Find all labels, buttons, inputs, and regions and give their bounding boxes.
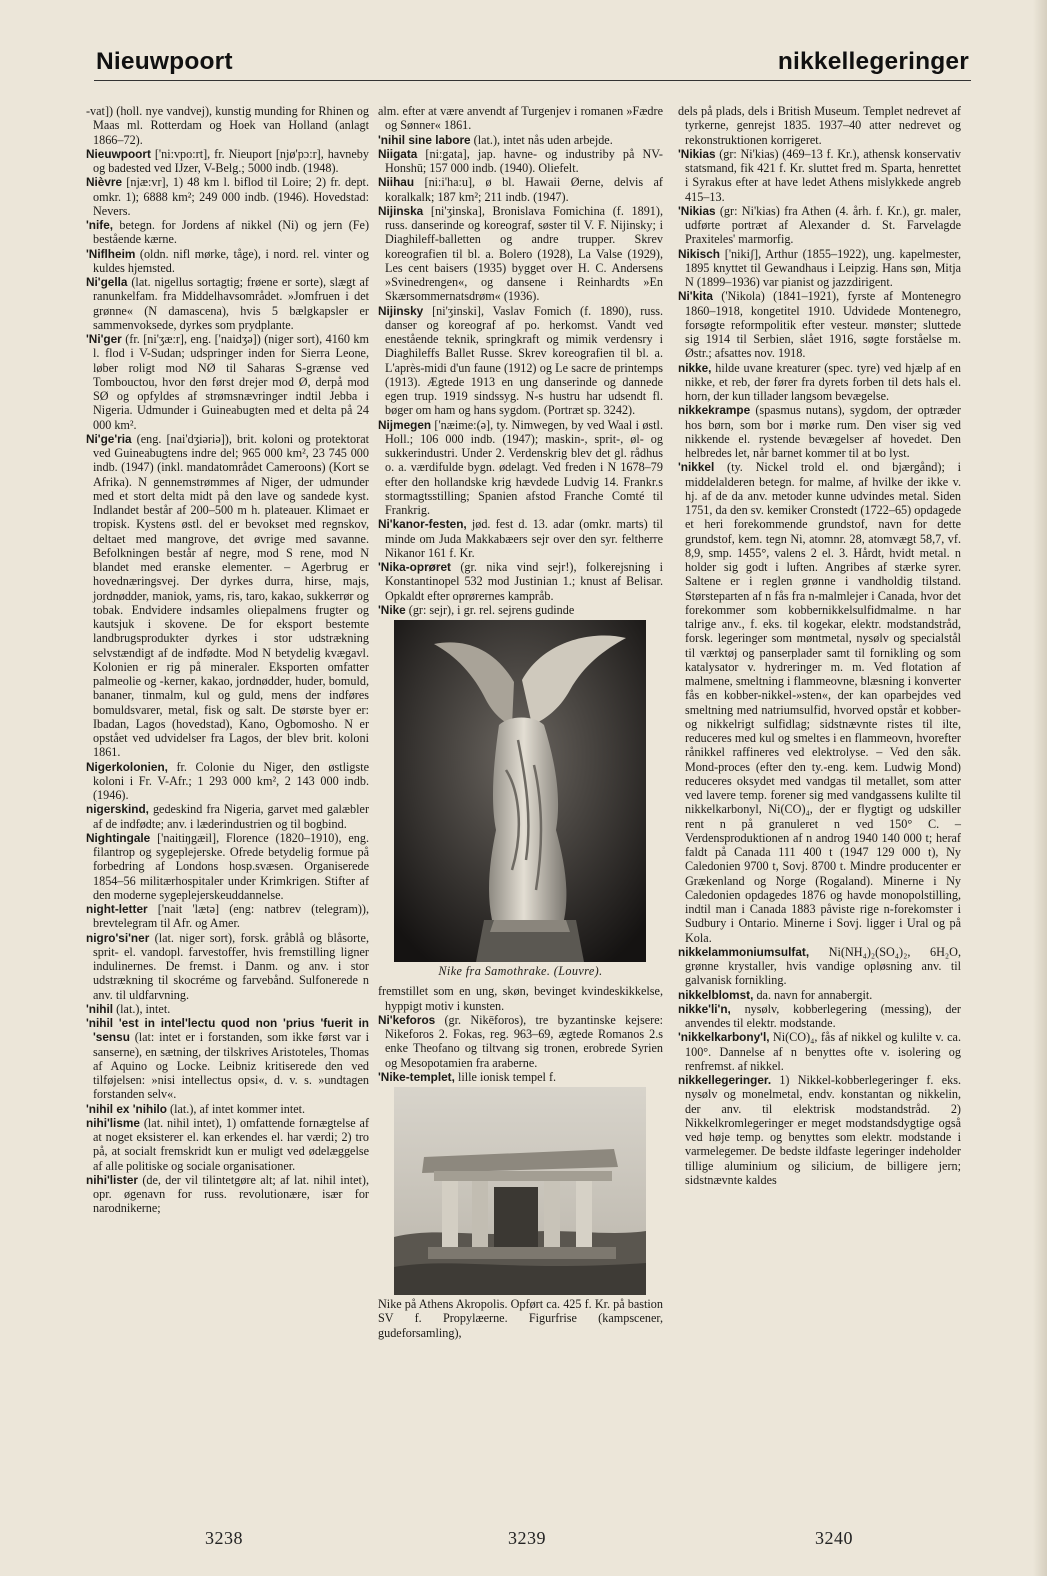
entry <box>378 175 663 204</box>
entry <box>378 204 663 304</box>
entry-text: 1) Nikkel-kobberlegeringer f. eks. nysølv og monelmetal, endv. konstantan og nikkelin, der anv. til elektrisk modstandstråd. 2) Nikkelkromlegeringer er meget modstandsdygtige også ved høje temp. og benyttes som elektr. modstande i varmelegemer. De bedste ildfaste legeringer indeholder tillige aluminium og silicium, de billigere jern; sidstnævnte kaldes <box>685 1073 961 1187</box>
entry-text: fr. Colonie du Niger, den østligste koloni i Fr. V-Afr.; 1 293 000 km², 2 143 000 indb. (1946). <box>93 759 369 802</box>
headword: 'nihil sine labore <box>378 132 471 147</box>
entry <box>378 1013 663 1070</box>
headword: nihi'lisme <box>86 1115 140 1130</box>
headword: nikkelammoniumsulfat, <box>678 944 810 959</box>
headword: Ni'kanor-festen, <box>378 517 467 532</box>
headword: 'nife, <box>86 218 114 232</box>
entry-text: (lat. nihil intet), 1) omfattende fornægtelse af at noget eksisterer el. kan erkendes el. har værdi; 2) tro på, at socialt fremskridt kun er muligt ved ødelæggelse af alle politiske og sociale organisationer. <box>93 1115 369 1173</box>
entry-text: (lat: intet er i forstanden, som ikke først var i sanserne), en sætning, der tilskrives Aristoteles, Thomas af Aquino og Locke. Leibniz kritiserede den ved tilføjelsen: »nisi intellectus opsi«, d. v. s. »undtagen forstanden selv«. <box>93 1030 369 1102</box>
entry <box>378 560 663 603</box>
figure-caption-nike-temple: Nike på Athens Akropolis. Opført ca. 425 f. Kr. på bastion SV f. Propylæerne. Figurfrise (kampscener, gudeforsamling), <box>378 1297 663 1340</box>
entry <box>86 1173 369 1216</box>
entry-text: (gr. nika vind sejr!), folkerejsning i Konstantinopel 532 mod Justinian 1.; knust af Belisar. Opkaldt efter oprørernes kampråb. <box>385 560 663 603</box>
headword: 'Nika-oprøret <box>378 560 451 574</box>
headword: Nikisch <box>678 246 720 261</box>
column-2-top-entries <box>378 104 663 617</box>
entry <box>378 517 663 560</box>
header-rule <box>94 80 971 81</box>
headword: nikkellegeringer. <box>678 1073 772 1087</box>
headword: 'Nikias <box>678 146 716 161</box>
entry <box>678 247 961 290</box>
entry-text: ['ni:vpo:rt], fr. Nieuport [njø'pɔ:r], havneby og badested ved IJzer, V-Belg.; 5000 indb. (1948). <box>93 146 369 175</box>
headword: Ni'ge'ria <box>86 431 132 446</box>
entry <box>678 361 961 404</box>
entry-text: Ni(NH₄)₂(SO₄)₂, 6H₂O, grønne krystaller, hvis vandige opløsning anv. til galvanisk fornikling. <box>685 944 961 988</box>
entry <box>86 1116 369 1173</box>
entry <box>378 147 663 176</box>
page-number-middle: 3239 <box>508 1528 546 1548</box>
column-3 <box>678 104 961 1187</box>
entry-text: (spasmus nutans), sygdom, der optræder hos børn, som bor i mørke rum. Den viser sig ved nikkende el. rystende bevægelser af hovedet. Den helbredes let, når barnet kommer til at bo lyst. <box>685 403 961 460</box>
page-edge <box>1033 0 1047 1576</box>
entry-text: ('Nikola) (1841–1921), fyrste af Montenegro 1860–1918, kongetitel 1910. Udvidede Montenegro, forsøgte reformpolitik efter vesteur. mønster; sluttede sig 1914 til Serbien, slået 1916, søgte forståelse m. Østr.; afsattes nov. 1918. <box>685 289 961 361</box>
entry-text: (lat.), intet. <box>113 1001 171 1016</box>
entry-text: gedeskind fra Nigeria, garvet med galæbler af de indfødte; anv. i læderindustrien og til bogbind. <box>93 802 369 831</box>
headword: nigerskind, <box>86 802 149 817</box>
entry <box>86 432 369 760</box>
entry-text: nysølv, kobberlegering (messing), der anvendes til elektr. modstande. <box>685 1001 961 1030</box>
headword: 'nihil <box>86 1001 114 1016</box>
headword: Niigata <box>378 146 418 161</box>
entry-text: jød. fest d. 13. adar (omkr. marts) til minde om Juda Makkabæers sejr over den syr. feltherre Nikanor 161 f. Kr. <box>385 517 663 560</box>
entry-text: [ni:gata], jap. havne- og industriby på NV-Honshū; 157 000 indb. (1940). Oliefelt. <box>385 146 663 175</box>
entry-text: (oldn. nifl mørke, tåge), i nord. rel. vinter og kuldes hjemsted. <box>93 246 369 275</box>
headword: Niihau <box>378 175 415 190</box>
entry-text: (gr: Ni'kias) fra Athen (4. årh. f. Kr.), gr. maler, udførte portræt af Alexander d. St. Farvelagde Praxiteles' marmorfig. <box>685 203 961 247</box>
entry <box>378 603 663 617</box>
entry <box>678 988 961 1002</box>
figure-caption-nike-samothrake: Nike fra Samothrake. (Louvre). <box>438 964 603 978</box>
entry <box>86 931 369 1002</box>
headword: Nigerkolonien, <box>86 759 168 774</box>
headword: 'nikkel <box>678 460 715 475</box>
headword: Ni'gella <box>86 275 128 289</box>
column-2 <box>378 104 663 1340</box>
headword: Nightingale <box>86 830 151 845</box>
entry-text: (lat. niger sort), forsk. gråblå og blåsorte, sprit- el. vandopl. farvestoffer, hvis fremstilling ligner indulinernes. De fremst. i Danm. og anv. i stor udstrækning til skocréme og farvebånd. Sulfonerede n anv. til uldfarvning. <box>93 930 369 1002</box>
entry-text: ['nikiʃ], Arthur (1855–1922), ung. kapelmester, 1895 knyttet til Gewandhaus i Leipzig. Hans søn, Mitja N (1899–1936) var pianist og jazzdirigent. <box>685 246 961 289</box>
entry <box>378 984 663 1013</box>
page-number-left: 3238 <box>205 1528 243 1548</box>
entry <box>86 902 369 931</box>
entry <box>678 1002 961 1031</box>
headword: 'nihil 'est in intel'lectu quod non 'prius 'fuerit in 'sensu <box>86 1016 369 1045</box>
headword: 'nihil ex 'nihilo <box>86 1101 167 1116</box>
entry <box>378 304 663 418</box>
entry <box>86 104 369 147</box>
headword: Nijmegen <box>378 417 432 432</box>
entry <box>678 147 961 204</box>
entry <box>86 247 369 276</box>
headword: nikke'li'n, <box>678 1001 731 1016</box>
entry-text: betegn. for Jordens af nikkel (Ni) og jern (Fe) bestående kærne. <box>93 218 369 247</box>
entry-text: (gr: Ni'kias) (469–13 f. Kr.), athensk konservativ statsmand, fik 421 f. Kr. sluttet fred m. Sparta, henrettet i Syrakus efter at have ledet Athens mislykkede angreb 415–13. <box>685 146 961 204</box>
entry <box>86 332 369 432</box>
entry-text: fremstillet som en ung, skøn, bevinget kvindeskikkelse, hyppigt motiv i kunsten. <box>378 984 663 1013</box>
headword: nikkelblomst, <box>678 987 754 1002</box>
entry-text: (fr. [ni'ʒæ:r], eng. ['naidʒə]) (niger sort), 4160 km l. flod i V-Sudan; udspringer inden for Sierra Leone, løber roligt mod NØ til Saharas S-grænse ved Tombouctou, hvor den først drejer mod Ø, derpå mod SØ og opfyldes af strømsnævringer indtil Jebba i Nigeria. Udmunder i Guineabugten med et delta på 24 000 km². <box>93 332 369 432</box>
nike-temple-photo <box>394 1087 646 1295</box>
entry-text: ['næime:(ə], ty. Nimwegen, by ved Waal i østl. Holl.; 106 000 indb. (1947); maskin-, sprit-, øl- og sukkerindustri. Under 2. Verdenskrig blev det gl. rådhus o. a. værdifulde bygn. ødelagt. Ved freden i N 1678–79 efter den hollandske krig hævdede Ludvig 14. Frankr.s stormagtsstilling; Spanien afstod Franche Comté til Frankrig. <box>385 417 663 517</box>
column-1 <box>86 104 369 1216</box>
entry <box>86 802 369 831</box>
entry-text: dels på plads, dels i British Museum. Templet nedrevet af tyrkerne, genrejst 1835. 1937–40 atter nedrevet og rekonstruktionen korrigeret. <box>678 104 961 147</box>
entry <box>678 1030 961 1073</box>
headword: nikke, <box>678 360 712 375</box>
headword: Ni'kita <box>678 289 713 304</box>
headword: 'Ni'ger <box>86 332 122 346</box>
entry <box>678 204 961 247</box>
entry-text: -vat]) (holl. nye vandvej), kunstig munding for Rhinen og Maas ml. Rotterdam og Hoek van Holland (anlagt 1866–72). <box>86 104 369 147</box>
entry-text: da. navn for annabergit. <box>753 987 873 1002</box>
entry-text: (lat.), af intet kommer intet. <box>166 1101 306 1116</box>
entry <box>86 1016 369 1102</box>
entry <box>86 218 369 247</box>
headword: 'Niflheim <box>86 246 136 261</box>
entry <box>378 418 663 518</box>
entry-text: (gr: sejr), i gr. rel. sejrens gudinde <box>405 602 575 617</box>
headword: 'Nike <box>378 602 406 617</box>
entry-text: (ty. Nickel trold el. ond bjærgånd); i middelalderen betegn. for malme, af hvilke der ikke v. hj. af de da anv. metoder kunne udvindes metal. Siden 1751, da den sv. kemiker Cronstedt (1722–65) opdagede et heri forekommende grundstof, navn for dette grundstof, kem. tegn Ni, atomnr. 28, atomvægt 58,7, vf. 8,9, smp. 1455°, valens 2 el. 3. Hårdt, hvidt metal. n holder sig godt i luften. Angribes af stærke syrer. Saltene er i reglen grønne i vandholdig tilstand. Størsteparten af n fås fra n-malmlejer i Canada, hvor det forekommer som kobbernikkelsulfidmalme. n har talrige anv., f. eks. til kogekar, elektr. modstandstråd, forsk. legeringer som møntmetal, nysølv og specialstål til værktøj og panserplader samt til fornikling og som katalysator v. hydreringer m. m. Ved flotation af malmene, smeltning i flammeovne, blæsning i konverter fås en kobber-nikkel-»sten«, der kan oparbejdes ved smeltning med natriumsulfid, hvorved opstår et kobber- og nikkelrigt sulfidlag; sidstnævnte ristes til ilte, reduceres med kul og smeltes i en flammeovn, hvorefter rånikkel raffineres ved elektrolyse. – Ved den såk. Mond-proces (efter den ty.-eng. kem. Ludwig Mond) reduceres oksydet med vandgas til metallet, som atter ved lavere temp. forener sig med vandgassens kulilte til nikkelkarbonyl, Ni(CO)₄, der er flygtigt og udskiller rent n på granuleret n ved 150° C. – Verdensproduktionen af n androg 1940 140 000 t; heraf faldt på Canada 111 400 t (1947 129 000 t), Ny Caledonien 9700 t, Sovj. 8700 t. Mindre producenter er Grækenland og Norge (Rogaland). Minerne i Ny Caledonien opdagedes 1876 og havde monopolstilling, indtil man i Canada 1883 påviste rige n-forekomster i Sudbury i Ontario. Minerne i Sovj. ligger i Ural og på Kola. <box>685 460 961 945</box>
nike-samothrake-photo <box>394 620 646 962</box>
headword: 'nikkelkarbony'l, <box>678 1030 770 1045</box>
entry-text: Ni(CO)₄, fås af nikkel og kulilte v. ca. 100°. Dannelse af n benyttes ofte v. isolering og renfremst. af nikkel. <box>685 1030 961 1073</box>
entry <box>678 945 961 988</box>
headword: Nièvre <box>86 175 123 190</box>
entry <box>378 133 663 147</box>
entry <box>678 1073 961 1187</box>
entry <box>678 289 961 360</box>
entry-text: [ni:i'ha:u], ø bl. Hawaii Øerne, delvis af koralkalk; 187 km²; 211 indb. (1947). <box>385 175 663 204</box>
entry <box>86 275 369 332</box>
running-head-left: Nieuwpoort <box>96 48 233 75</box>
headword: Nijinsky <box>378 303 424 318</box>
headword: night-letter <box>86 902 148 916</box>
entry-text: [ni'ʒinska], Bronislava Fomichina (f. 1891), russ. danserinde og koreograf, søster til V. F. Nijinsky; i Diaghileff-balletten og andre trupper. Skrev koreografien til bl. a. Bolero (1928), La Valse (1929), Les cent baisers (1935) bygget over H. C. Andersens »Svinedrengen«, og dansene i Reinhardts »En Skærsommernatsdrøm« (1936). <box>385 203 663 304</box>
entry <box>378 1070 663 1084</box>
headword: Ni'keforos <box>378 1012 436 1027</box>
entry <box>86 175 369 218</box>
entry-text: (gr. Nikēforos), tre byzantinske kejsere: Nikeforos 2. Fokas, reg. 963–69, ægtede Romanos 2.s enke Theofano og tiltvang sig tronen, erobrede Syrien og Mesopotamien fra araberne. <box>385 1012 663 1070</box>
entry <box>378 104 663 133</box>
page-number-right: 3240 <box>815 1528 853 1548</box>
entry-text: [njæ:vr], 1) 48 km l. biflod til Loire; 2) fr. dept. omkr. 1); 6888 km²; 249 000 indb. (1946). Hovedstad: Nevers. <box>93 175 369 218</box>
entry-text: ['naitiŋgæil], Florence (1820–1910), eng. filantrop og sygeplejerske. Ofrede betydelig formue på forbedring af Londons hosp.svæsen. Organiserede 1854–56 militærhospitaler under Krimkrigen. Stifter af den moderne sygeplejerskeuddannelse. <box>93 830 369 902</box>
entry <box>678 403 961 460</box>
headword: nihi'lister <box>86 1172 138 1187</box>
column-2-mid-entries <box>378 984 663 1084</box>
headword: Nijinska <box>378 203 424 218</box>
entry <box>86 831 369 902</box>
entry-text: (eng. [nai'dʒiəriə]), brit. koloni og protektorat ved Guineabugtens indre del; 965 000 km², 23 745 000 indb. (1947) (inkl. mandatområdet Cameroons) (Kort se Afrika). N gennemstrømmes af Niger, der udmunder med et stort delta midt på den lave og sandede kyst. Indlandet består af 200–500 m h. plateauer. Klimaet er tropisk. Kystens østl. del er bevokset med regnskov, deltaet med mangrove, det øvrige med savanne. Befolkningen består af negre, mod S rene, mod N blandet med eranske elementer. – Agerbrug er hovednæringsvej. Der dyrkes durra, hirse, majs, jordnødder, maniok, yams, ris, taro, kakao, sukkerrør og tobak. Endvidere indsamles oliepalmens frugter og kautsjuk i skovene. De for eksport bestemte landbrugsprodukter dyrkes i stor udstrækning selvstændigt af de indfødte. Mod N betydelig kvægavl. Kolonien er rig på mineraler. Eksporten omfatter palmeolie og -kerner, kakao, jordnødder, huder, bomuld, bananer, tinmalm, kul og guld, mens der indføres bomuldsvarer, metal, fisk og salt. De største byer er: Ibadan, Lagos (hovedstad), Kano, Ogbomosho. N er opstået ved udvidelser fra Lagos, der blev brit. koloni 1861. <box>93 431 369 760</box>
running-head-right: nikkellegeringer <box>777 48 969 75</box>
entry-text: ['nait 'lætə] (eng: natbrev (telegram)), brevtelegram til Afr. og Amer. <box>93 902 369 931</box>
entry <box>86 760 369 803</box>
entry <box>678 104 961 147</box>
headword: nigro'si'ner <box>86 930 150 945</box>
entry-text: lille ionisk tempel f. <box>454 1069 557 1084</box>
entry-text: (lat. nigellus sortagtig; frøene er sorte), slægt af ranunkelfam. fra Middelhavsområdet. »Jomfruen i det grønne« (N damascena), hvis 5 bælgkapsler er sammenvoksede, dyrkes som prydplante. <box>93 275 369 332</box>
entry-text: [ni'ʒinski], Vaslav Fomich (f. 1890), russ. danser og koreograf af po. herkomst. Vandt ved enestående teknik, springkraft og mimik verdensry i Diaghileffs Ballet Russe. Skrev koreografien til bl. a. L'après-midi d'un faune (1912) og Le sacre de printemps (1913). Ægtede 1913 en ung danserinde og dannede egen trup. 1919 sindssyg. N-s hustru har udsendt fl. bøger om ham og hans sygdom. (Portræt sp. 3242). <box>385 303 663 418</box>
entry-text: (de, der vil tilintetgøre alt; af lat. nihil intet), opr. øgenavn for russ. revolutionære, især for narodnikerne; <box>93 1172 369 1216</box>
headword: 'Nikias <box>678 203 716 218</box>
entry-text: (lat.), intet nås uden arbejde. <box>470 132 613 147</box>
entry-text: hilde uvane kreaturer (spec. tyre) ved hjælp af en nikke, et reb, der fører fra dyrets forben til dets hals el. horn, der kun tillader langsom bevægelse. <box>685 360 961 403</box>
headword: nikkekrampe <box>678 403 751 418</box>
headword: 'Nike-templet, <box>378 1069 455 1084</box>
entry <box>86 147 369 176</box>
entry <box>86 1102 369 1116</box>
entry-text: alm. efter at være anvendt af Turgenjev i romanen »Fædre og Sønner« 1861. <box>378 104 663 133</box>
entry <box>678 460 961 945</box>
headword: Nieuwpoort <box>86 146 151 161</box>
entry <box>86 1002 369 1016</box>
